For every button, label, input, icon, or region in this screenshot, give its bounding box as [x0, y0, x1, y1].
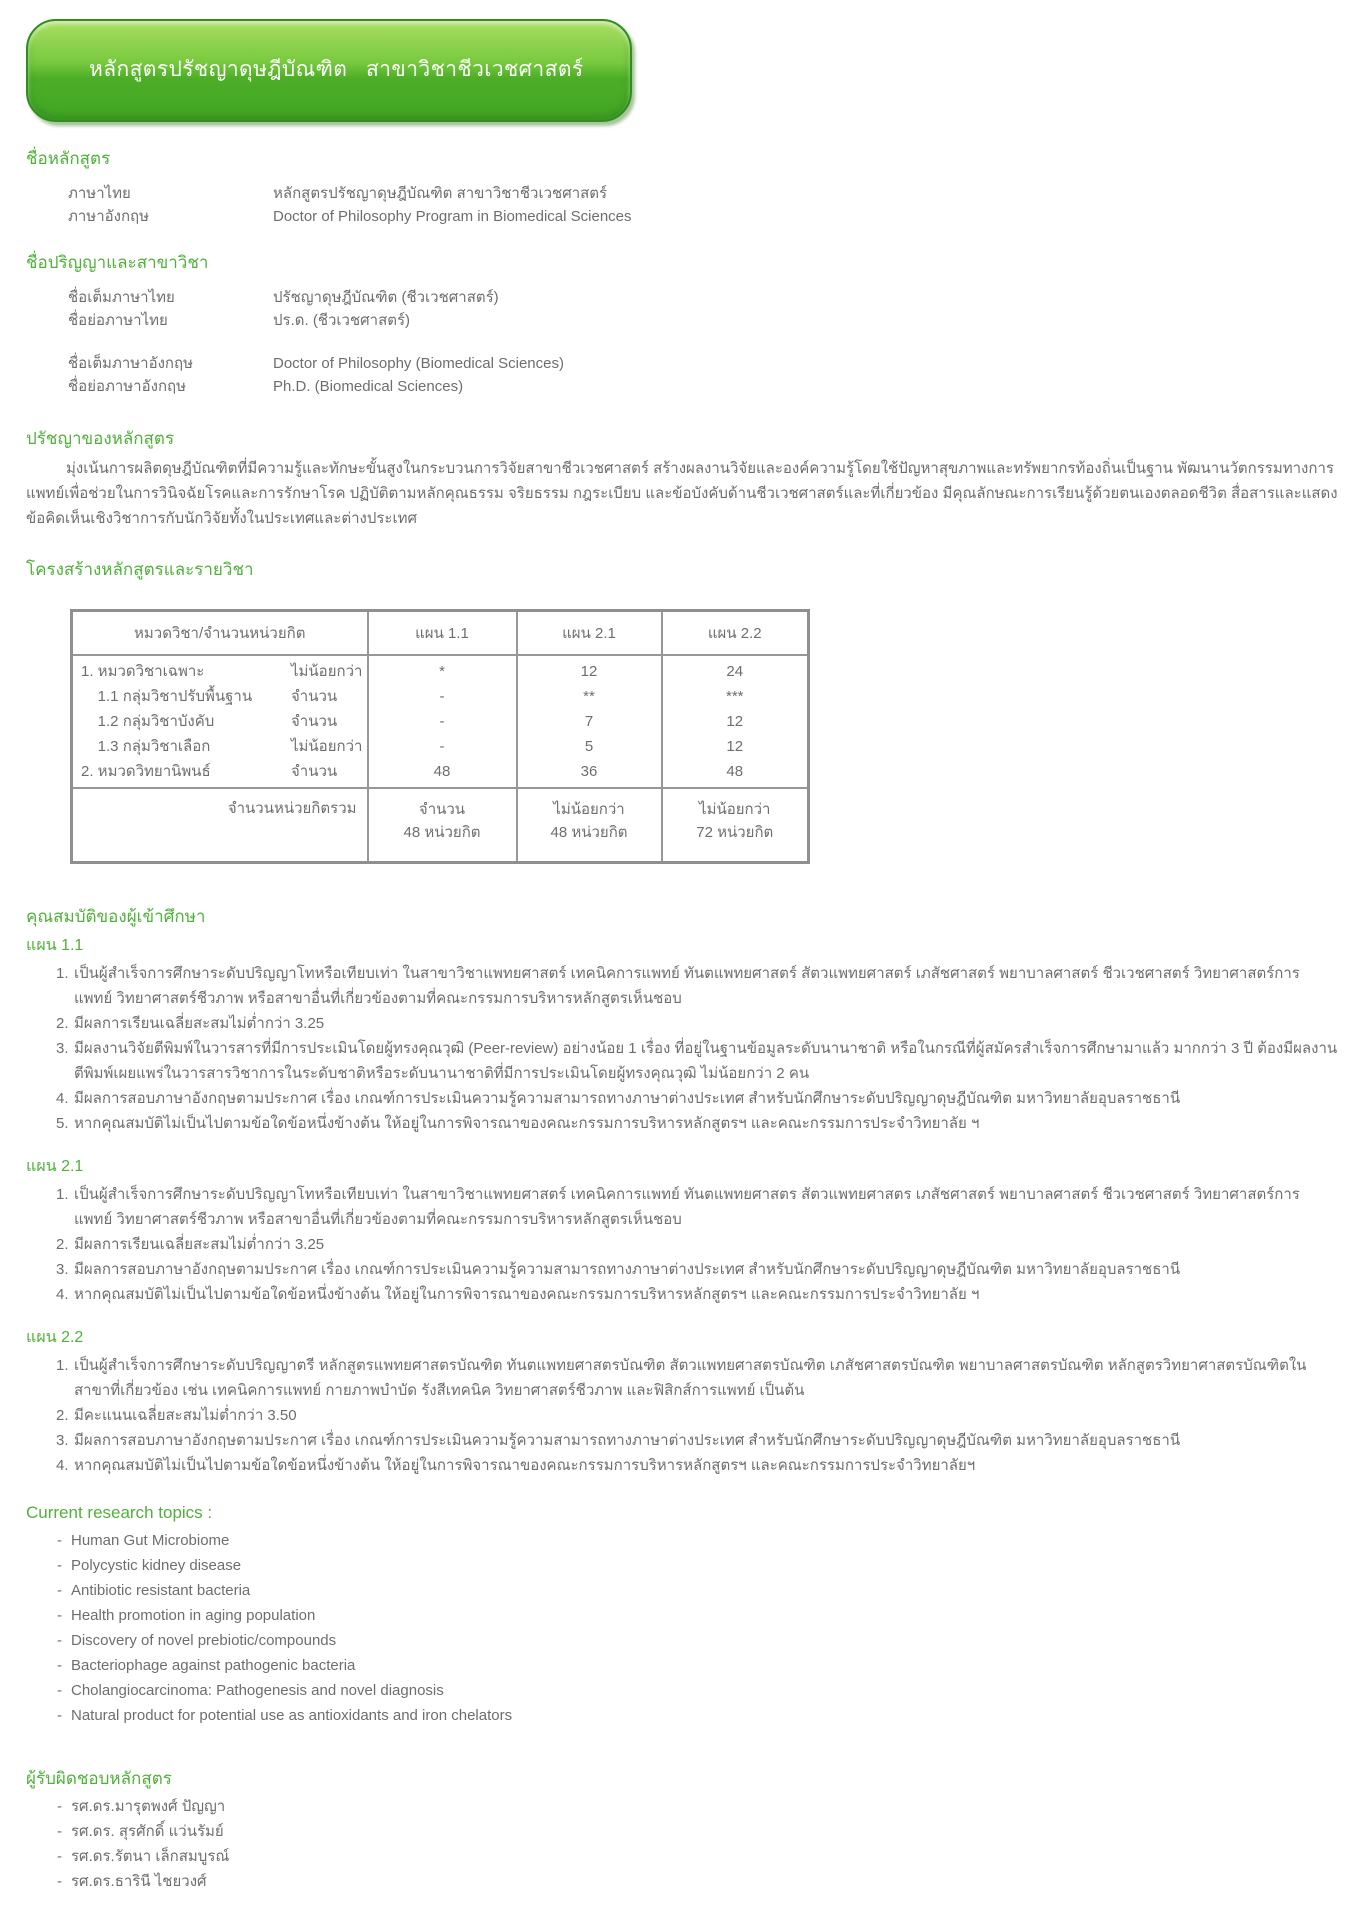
item-number: 4. [56, 1090, 69, 1107]
category-name: 1. หมวดวิชาเฉพาะ [81, 663, 205, 680]
qualification-item [56, 1086, 1340, 1111]
qualification-item [56, 1182, 1340, 1232]
item-text: เป็นผู้สำเร็จการศึกษาระดับปริญญาโทหรือเทียบเท่า ในสาขาวิชาแพทยศาสตร์ เทคนิคการแพทย์ ทันตแพทยศาสตร์ สัตวแพทยศาสตร์ เภสัชศาสตร์ พยาบาลศาสตร์ ชีวเวชศาสตร์ วิทยาศาสตร์การแพทย์ วิทยาศาสตร์ชีวภาพ หรือสาขาอื่นที่เกี่ยวข้องตามที่คณะกรรมการบริหารหลักสูตรเห็นชอบ [74, 965, 1300, 1007]
topic-text: Natural product for potential use as antioxidants and iron chelators [71, 1707, 513, 1724]
research-topic-item [57, 1703, 1340, 1728]
section-heading-staff: ผู้รับผิดชอบหลักสูตร [26, 1769, 172, 1788]
item-text: มีคะแนนเฉลี่ยสะสมไม่ต่ำกว่า 3.50 [74, 1407, 297, 1424]
category-qualifier: จำนวน [291, 688, 338, 705]
qualification-item [56, 1036, 1340, 1086]
staff-item [57, 1819, 1340, 1844]
row-value: ปรัชญาดุษฎีบัณฑิต (ชีวเวชศาสตร์) [273, 289, 499, 306]
qualification-item [56, 1453, 1340, 1478]
label-value-row [68, 286, 1340, 309]
section-heading-qualifications: คุณสมบัติของผู้เข้าศึกษา [26, 907, 206, 926]
total-plan-2-2 [662, 788, 809, 863]
credit-value: 48 [726, 763, 744, 780]
plan-2-2-items [56, 1353, 1340, 1478]
curriculum-table-body-row [72, 655, 809, 788]
item-number: 3. [56, 1040, 69, 1057]
curriculum-table [70, 609, 810, 864]
credit-value: * [439, 663, 445, 680]
dash-bullet: - [57, 1632, 62, 1649]
row-label: ชื่อย่อภาษาไทย [68, 312, 168, 329]
plan-2-2-cell [662, 655, 809, 788]
item-number: 1. [56, 1186, 69, 1203]
item-number: 2. [56, 1407, 69, 1424]
curriculum-table-header-row [72, 611, 809, 656]
staff-name: รศ.ดร.มารุตพงศ์ ปัญญา [71, 1798, 226, 1815]
credit-value: 12 [726, 713, 744, 730]
category-qualifier: จำนวน [291, 763, 338, 780]
row-label: ชื่อย่อภาษาอังกฤษ [68, 378, 186, 395]
plan-2-2-values [663, 659, 808, 784]
category-line [73, 659, 367, 684]
plan-2-1-title: แผน 2.1 [26, 1158, 84, 1175]
topic-text: Health promotion in aging population [71, 1607, 316, 1624]
item-text: มีผลการสอบภาษาอังกฤษตามประกาศ เรื่อง เกณฑ์การประเมินความรู้ความสามารถทางภาษาต่างประเทศ สำหรับนักศึกษาระดับปริญญาดุษฎีบัณฑิต มหาวิทยาลัยอุบลราชธานี [74, 1090, 1181, 1107]
plan-2-1-cell [517, 655, 662, 788]
row-label: ภาษาไทย [68, 185, 131, 202]
row-value: หลักสูตรปรัชญาดุษฎีบัณฑิต สาขาวิชาชีวเวชศาสตร์ [273, 185, 608, 202]
row-value: ปร.ด. (ชีวเวชศาสตร์) [273, 312, 411, 329]
label-value-row [68, 182, 1340, 205]
label-value-row [68, 375, 1340, 398]
topic-text: Cholangiocarcinoma: Pathogenesis and novel diagnosis [71, 1682, 444, 1699]
row-label: ชื่อเต็มภาษาไทย [68, 289, 175, 306]
degree-name-thai-rows [68, 286, 1340, 332]
column-header-plan-1-1: แผน 1.1 [368, 611, 517, 656]
topic-text: Polycystic kidney disease [71, 1557, 242, 1574]
total-credits: 48 หน่วยกิต [403, 824, 481, 841]
plan-1-1-cell [368, 655, 517, 788]
research-topic-item [57, 1653, 1340, 1678]
curriculum-table-total-row [72, 788, 809, 863]
total-qualifier: จำนวน [418, 801, 466, 818]
page-title: หลักสูตรปรัชญาดุษฎีบัณฑิต สาขาวิชาชีวเวชศาสตร์ [88, 58, 584, 81]
category-lines [73, 659, 367, 784]
credit-value: 48 [433, 763, 451, 780]
dash-bullet: - [57, 1557, 62, 1574]
dash-bullet: - [57, 1707, 62, 1724]
topic-text: Bacteriophage against pathogenic bacteria [71, 1657, 356, 1674]
item-text: มีผลการเรียนเฉลี่ยสะสมไม่ต่ำกว่า 3.25 [74, 1015, 325, 1032]
dash-bullet: - [57, 1823, 62, 1840]
column-header-category: หมวดวิชา/จำนวนหน่วยกิต [72, 611, 368, 656]
credit-value: - [439, 738, 445, 755]
label-value-row [68, 309, 1340, 332]
item-text: มีผลการเรียนเฉลี่ยสะสมไม่ต่ำกว่า 3.25 [74, 1236, 325, 1253]
topic-text: Discovery of novel prebiotic/compounds [71, 1632, 337, 1649]
qualification-item [56, 1111, 1340, 1136]
item-text: มีผลงานวิจัยตีพิมพ์ในวารสารที่มีการประเมินโดยผู้ทรงคุณวุฒิ (Peer-review) อย่างน้อย 1 เรื่อง ที่อยู่ในฐานข้อมูลระดับนานาชาติ หรือในกรณีที่ผู้สมัครสำเร็จการศึกษามาแล้ว มากกว่า 3 ปี ต้องมีผลงานตีพิมพ์เผยแพร่ในวารสารวิชาการในระดับชาติหรือระดับนานาชาติที่มีการประเมินโดยผู้ทรงคุณวุฒิ ไม่น้อยกว่า 2 คน [74, 1040, 1338, 1082]
dash-bullet: - [57, 1607, 62, 1624]
credit-value: 24 [726, 663, 744, 680]
qualification-item [56, 1353, 1340, 1403]
category-name: 1.2 กลุ่มวิชาบังคับ [81, 713, 215, 730]
item-text: หากคุณสมบัติไม่เป็นไปตามข้อใดข้อหนึ่งข้างต้น ให้อยู่ในการพิจารณาของคณะกรรมการบริหารหลักสูตรฯ และคณะกรรมการประจำวิทยาลัย ฯ [74, 1115, 980, 1132]
item-number: 4. [56, 1286, 69, 1303]
total-qualifier: ไม่น้อยกว่า [553, 801, 625, 818]
topic-text: Human Gut Microbiome [71, 1532, 230, 1549]
credit-value: ** [583, 688, 595, 705]
section-heading-philosophy: ปรัชญาของหลักสูตร [26, 429, 175, 448]
credit-value: - [439, 688, 445, 705]
dash-bullet: - [57, 1582, 62, 1599]
credit-value: 12 [726, 738, 744, 755]
total-credits: 72 หน่วยกิต [696, 824, 774, 841]
dash-bullet: - [57, 1873, 62, 1890]
category-qualifier: ไม่น้อยกว่า [291, 663, 363, 680]
research-topic-item [57, 1578, 1340, 1603]
column-header-plan-2-2: แผน 2.2 [662, 611, 809, 656]
label-value-row [68, 352, 1340, 375]
plan-2-2-title: แผน 2.2 [26, 1329, 84, 1346]
qualification-item [56, 1282, 1340, 1307]
staff-item [57, 1844, 1340, 1869]
category-name: 1.3 กลุ่มวิชาเลือก [81, 738, 211, 755]
qualification-item [56, 1428, 1340, 1453]
plan-2-1-items [56, 1182, 1340, 1307]
research-topic-item [57, 1553, 1340, 1578]
row-label: ภาษาอังกฤษ [68, 208, 150, 225]
total-credits: 48 หน่วยกิต [550, 824, 628, 841]
dash-bullet: - [57, 1848, 62, 1865]
qualification-item [56, 1257, 1340, 1282]
research-topic-list [57, 1528, 1340, 1728]
category-name: 2. หมวดวิทยานิพนธ์ [81, 763, 211, 780]
row-value: Ph.D. (Biomedical Sciences) [273, 378, 464, 395]
total-label: จำนวนหน่วยกิตรวม [72, 788, 368, 863]
qualification-item [56, 1403, 1340, 1428]
category-qualifier: จำนวน [291, 713, 338, 730]
category-line [73, 684, 367, 709]
dash-bullet: - [57, 1682, 62, 1699]
category-qualifier: ไม่น้อยกว่า [291, 738, 363, 755]
section-heading-degree-name: ชื่อปริญญาและสาขาวิชา [26, 253, 209, 272]
credit-value: 5 [584, 738, 594, 755]
credit-value: 7 [584, 713, 594, 730]
item-text: หากคุณสมบัติไม่เป็นไปตามข้อใดข้อหนึ่งข้างต้น ให้อยู่ในการพิจารณาของคณะกรรมการบริหารหลักสูตรฯ และคณะกรรมการประจำวิทยาลัย ฯ [74, 1286, 980, 1303]
category-line [73, 734, 367, 759]
staff-item [57, 1794, 1340, 1819]
total-qualifier: ไม่น้อยกว่า [699, 801, 771, 818]
research-topic-item [57, 1528, 1340, 1553]
credit-value: 12 [580, 663, 598, 680]
dash-bullet: - [57, 1798, 62, 1815]
staff-item [57, 1869, 1340, 1894]
item-text: เป็นผู้สำเร็จการศึกษาระดับปริญญาโทหรือเทียบเท่า ในสาขาวิชาแพทยศาสตร์ เทคนิคการแพทย์ ทันตแพทยศาสตร สัตวแพทยศาสตร เภสัชศาสตร์ พยาบาลศาสตร์ ชีวเวชศาสตร์ วิทยาศาสตร์การแพทย์ วิทยาศาสตร์ชีวภาพ หรือสาขาอื่นที่เกี่ยวข้องตามที่คณะกรรมการบริหารหลักสูตรเห็นชอบ [74, 1186, 1300, 1228]
credit-value: *** [725, 688, 744, 705]
row-value: Doctor of Philosophy Program in Biomedical Sciences [273, 208, 632, 225]
qualification-item [56, 1011, 1340, 1036]
staff-list [57, 1794, 1340, 1894]
item-number: 3. [56, 1261, 69, 1278]
section-heading-program-name: ชื่อหลักสูตร [26, 149, 111, 168]
staff-name: รศ.ดร.ธารินี ไชยวงศ์ [71, 1873, 207, 1890]
item-number: 1. [56, 965, 69, 982]
label-value-row [68, 205, 1340, 228]
item-number: 1. [56, 1357, 69, 1374]
degree-name-english-rows [68, 352, 1340, 398]
philosophy-paragraph: มุ่งเน้นการผลิตดุษฎีบัณฑิตที่มีความรู้และทักษะขั้นสูงในกระบวนการวิจัยสาขาชีวเวชศาสตร์ สร้างผลงานวิจัยและองค์ความรู้โดยใช้ปัญหาสุขภาพและทรัพยากรท้องถิ่นเป็นฐาน พัฒนานวัตกรรมทางการแพทย์เพื่อช่วยในการวินิจฉัยโรคและการรักษาโรค ปฏิบัติตามหลักคุณธรรม จริยธรรม กฎระเบียบ และข้อบังคับด้านชีวเวชศาสตร์และที่เกี่ยวข้อง มีคุณลักษณะการเรียนรู้ด้วยตนเองตลอดชีวิต สื่อสารและแสดงข้อคิดเห็นเชิงวิชาการกับนักวิจัยทั้งในประเทศและต่างประเทศ [26, 460, 1338, 527]
item-number: 2. [56, 1236, 69, 1253]
plan-1-1-items [56, 961, 1340, 1136]
program-name-rows [68, 182, 1340, 228]
item-text: หากคุณสมบัติไม่เป็นไปตามข้อใดข้อหนึ่งข้างต้น ให้อยู่ในการพิจารณาของคณะกรรมการบริหารหลักสูตรฯ และคณะกรรมการประจำวิทยาลัยฯ [74, 1457, 976, 1474]
item-number: 5. [56, 1115, 69, 1132]
credit-value: - [439, 713, 445, 730]
plan-1-1-values [369, 659, 516, 784]
section-heading-structure: โครงสร้างหลักสูตรและรายวิชา [26, 560, 254, 579]
item-text: มีผลการสอบภาษาอังกฤษตามประกาศ เรื่อง เกณฑ์การประเมินความรู้ความสามารถทางภาษาต่างประเทศ สำหรับนักศึกษาระดับปริญญาดุษฎีบัณฑิต มหาวิทยาลัยอุบลราชธานี [74, 1432, 1181, 1449]
section-heading-research-topics: Current research topics : [26, 1503, 213, 1522]
research-topic-item [57, 1603, 1340, 1628]
category-line [73, 709, 367, 734]
category-line [73, 759, 367, 784]
topic-text: Antibiotic resistant bacteria [71, 1582, 251, 1599]
staff-name: รศ.ดร.รัตนา เล็กสมบูรณ์ [71, 1848, 230, 1865]
qualification-item [56, 961, 1340, 1011]
dash-bullet: - [57, 1532, 62, 1549]
qualification-item [56, 1232, 1340, 1257]
plan-1-1-title: แผน 1.1 [26, 937, 84, 954]
category-name: 1.1 กลุ่มวิชาปรับพื้นฐาน [81, 688, 253, 705]
research-topic-item [57, 1678, 1340, 1703]
item-number: 3. [56, 1432, 69, 1449]
column-header-plan-2-1: แผน 2.1 [517, 611, 662, 656]
spacer [26, 332, 1340, 352]
item-number: 4. [56, 1457, 69, 1474]
staff-name: รศ.ดร. สุรศักดิ์ แว่นรัมย์ [71, 1823, 224, 1840]
page-title-banner [26, 19, 632, 122]
item-text: มีผลการสอบภาษาอังกฤษตามประกาศ เรื่อง เกณฑ์การประเมินความรู้ความสามารถทางภาษาต่างประเทศ สำหรับนักศึกษาระดับปริญญาดุษฎีบัณฑิต มหาวิทยาลัยอุบลราชธานี [74, 1261, 1181, 1278]
research-topic-item [57, 1628, 1340, 1653]
credit-value: 36 [580, 763, 598, 780]
row-label: ชื่อเต็มภาษาอังกฤษ [68, 355, 193, 372]
dash-bullet: - [57, 1657, 62, 1674]
total-plan-1-1 [368, 788, 517, 863]
item-number: 2. [56, 1015, 69, 1032]
item-text: เป็นผู้สำเร็จการศึกษาระดับปริญญาตรี หลักสูตรแพทยศาสตรบัณฑิต ทันตแพทยศาสตรบัณฑิต สัตวแพทยศาสตรบัณฑิต เภสัชศาสตรบัณฑิต พยาบาลศาสตรบัณฑิต หลักสูตรวิทยาศาสตรบัณฑิตในสาขาที่เกี่ยวข้อง เช่น เทคนิคการแพทย์ กายภาพบำบัด รังสีเทคนิค วิทยาศาสตร์ชีวภาพ และฟิสิกส์การแพทย์ เป็นต้น [74, 1357, 1307, 1399]
row-value: Doctor of Philosophy (Biomedical Sciences) [273, 355, 564, 372]
category-cell [72, 655, 368, 788]
plan-2-1-values [518, 659, 661, 784]
total-plan-2-1 [517, 788, 662, 863]
